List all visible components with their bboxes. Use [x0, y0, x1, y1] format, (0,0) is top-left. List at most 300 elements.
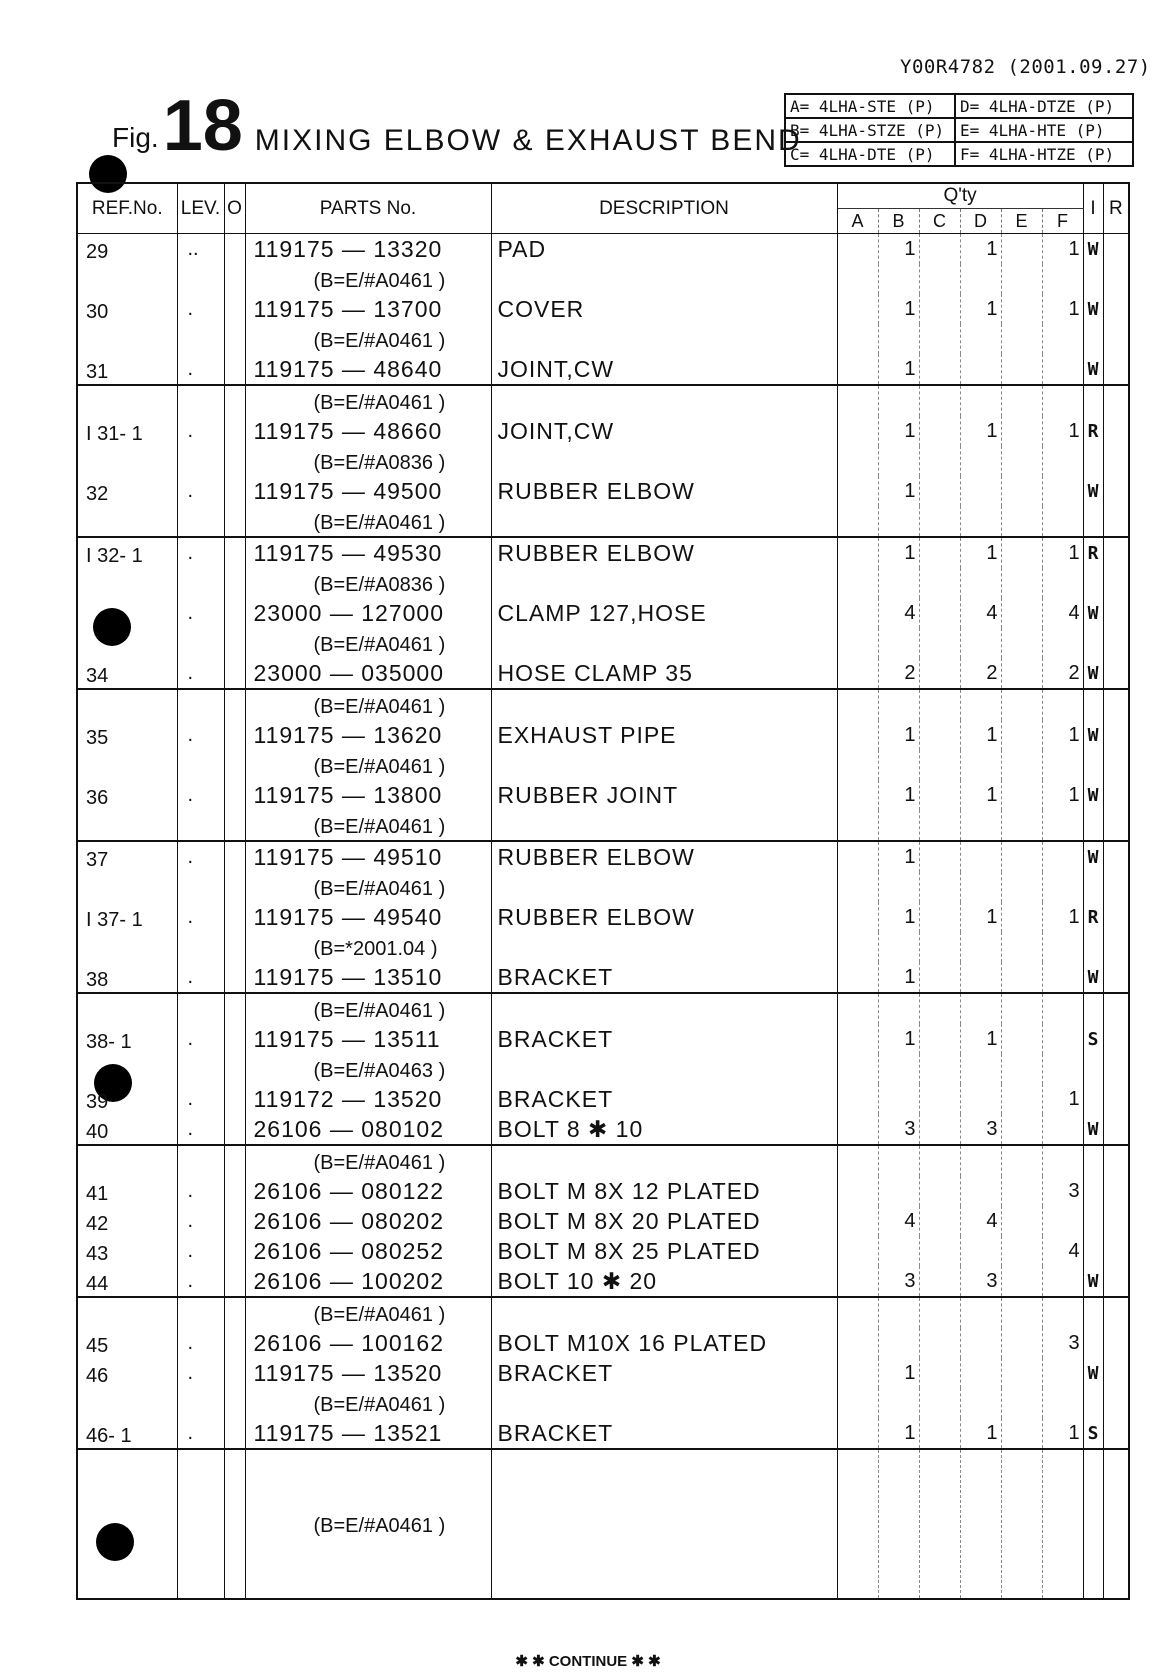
ref-no-cell: 42 — [77, 1206, 177, 1236]
serial-note: (B=*2001.04 ) — [313, 937, 438, 960]
qty-cell — [1001, 689, 1042, 720]
ref-cell — [77, 324, 177, 354]
qty-cell — [960, 993, 1001, 1024]
qty-cell — [919, 506, 960, 537]
note-row — [77, 1449, 1129, 1599]
qty-cell — [1001, 416, 1042, 446]
qty-cell — [919, 841, 960, 872]
level-cell: . — [177, 294, 224, 324]
interchange-cell: W — [1083, 598, 1103, 628]
o-cell — [224, 1266, 245, 1297]
serial-note: (B=E/#A0461 ) — [313, 391, 446, 414]
qty-cell — [837, 1206, 878, 1236]
qty-cell — [1001, 993, 1042, 1024]
qty-cell — [919, 993, 960, 1024]
ref-no-cell: 41 — [77, 1176, 177, 1206]
parts-no-cell — [245, 324, 491, 354]
description-cell — [491, 932, 837, 962]
interchange-cell — [1083, 324, 1103, 354]
qty-cell — [837, 841, 878, 872]
lev-cell — [177, 810, 224, 841]
qty-cell — [878, 1328, 919, 1358]
column-header-qty: Q'ty — [837, 183, 1083, 209]
description-cell — [491, 750, 837, 780]
interchange-cell: S — [1083, 1024, 1103, 1054]
qty-cell — [919, 1145, 960, 1176]
interchange-cell — [1083, 385, 1103, 416]
r-cell — [1103, 537, 1129, 568]
description-cell — [491, 1449, 837, 1599]
part-row — [77, 1206, 1129, 1236]
interchange-cell: W — [1083, 234, 1103, 265]
qty-cell — [1042, 1145, 1083, 1176]
level-cell: . — [177, 1266, 224, 1297]
description-cell: RUBBER ELBOW — [491, 476, 837, 506]
parts-no-cell — [245, 446, 491, 476]
description-cell — [491, 506, 837, 537]
qty-cell — [1001, 1266, 1042, 1297]
ref-cell — [77, 1054, 177, 1084]
ref-no-cell: 46 — [77, 1358, 177, 1388]
lev-cell — [177, 1388, 224, 1418]
qty-cell: 1 — [1042, 416, 1083, 446]
ref-cell — [77, 506, 177, 537]
level-cell: .. — [177, 234, 224, 265]
qty-cell: 1 — [878, 720, 919, 750]
r-cell — [1103, 1114, 1129, 1145]
qty-cell — [1001, 750, 1042, 780]
level-cell: . — [177, 1114, 224, 1145]
qty-cell — [919, 294, 960, 324]
r-cell — [1103, 324, 1129, 354]
note-row — [77, 993, 1129, 1024]
ref-cell — [77, 750, 177, 780]
qty-cell — [919, 1449, 960, 1599]
o-cell — [224, 506, 245, 537]
r-cell — [1103, 932, 1129, 962]
ref-cell — [77, 872, 177, 902]
note-row — [77, 1297, 1129, 1328]
lev-cell — [177, 1054, 224, 1084]
qty-cell — [919, 1176, 960, 1206]
note-row — [77, 689, 1129, 720]
qty-cell: 1 — [878, 902, 919, 932]
qty-cell — [878, 628, 919, 658]
figure-label: Fig. — [112, 122, 159, 153]
qty-cell: 4 — [878, 1206, 919, 1236]
qty-cell — [878, 689, 919, 720]
lev-cell — [177, 446, 224, 476]
description-cell: CLAMP 127,HOSE — [491, 598, 837, 628]
level-cell: . — [177, 962, 224, 993]
level-cell: . — [177, 1206, 224, 1236]
o-cell — [224, 385, 245, 416]
part-row — [77, 294, 1129, 324]
qty-cell — [1042, 872, 1083, 902]
description-cell — [491, 568, 837, 598]
level-cell: . — [177, 598, 224, 628]
qty-cell — [878, 750, 919, 780]
qty-cell — [919, 658, 960, 689]
ref-no-cell: 45 — [77, 1328, 177, 1358]
level-cell: . — [177, 1236, 224, 1266]
qty-cell — [837, 1145, 878, 1176]
qty-cell — [1001, 1388, 1042, 1418]
qty-cell — [837, 720, 878, 750]
qty-cell — [960, 568, 1001, 598]
ref-no-cell: 29 — [77, 234, 177, 265]
description-cell — [491, 324, 837, 354]
qty-cell: 1 — [1042, 780, 1083, 810]
qty-cell: 1 — [878, 1024, 919, 1054]
r-cell — [1103, 689, 1129, 720]
o-cell — [224, 628, 245, 658]
qty-cell — [1042, 932, 1083, 962]
figure-heading — [112, 86, 802, 166]
description-cell: BOLT M 8X 20 PLATED — [491, 1206, 837, 1236]
qty-cell — [960, 1388, 1001, 1418]
o-cell — [224, 1084, 245, 1114]
description-cell — [491, 993, 837, 1024]
qty-cell — [919, 1388, 960, 1418]
qty-cell: 1 — [960, 780, 1001, 810]
lev-cell — [177, 628, 224, 658]
serial-note: (B=E/#A0461 ) — [313, 1303, 446, 1326]
level-cell: . — [177, 780, 224, 810]
qty-cell — [960, 385, 1001, 416]
note-row — [77, 264, 1129, 294]
qty-cell — [919, 1297, 960, 1328]
figure-title: MIXING ELBOW & EXHAUST BEND — [254, 124, 802, 157]
ref-cell — [77, 1449, 177, 1599]
interchange-cell — [1083, 1297, 1103, 1328]
o-cell — [224, 354, 245, 385]
interchange-cell — [1083, 1388, 1103, 1418]
description-cell: BRACKET — [491, 1358, 837, 1388]
r-cell — [1103, 1236, 1129, 1266]
qty-cell: 4 — [878, 598, 919, 628]
qty-cell — [919, 1206, 960, 1236]
qty-cell — [1042, 993, 1083, 1024]
parts-no-cell — [245, 810, 491, 841]
interchange-cell — [1083, 1176, 1103, 1206]
qty-cell — [960, 446, 1001, 476]
interchange-cell: R — [1083, 416, 1103, 446]
model-legend-a: A= 4LHA-STE (P) — [785, 94, 955, 118]
qty-cell — [837, 1358, 878, 1388]
serial-note: (B=E/#A0461 ) — [313, 755, 446, 778]
qty-cell: 1 — [960, 1024, 1001, 1054]
qty-cell — [1001, 385, 1042, 416]
qty-cell — [1001, 1176, 1042, 1206]
o-cell — [224, 1236, 245, 1266]
description-cell — [491, 810, 837, 841]
qty-cell — [878, 1054, 919, 1084]
interchange-cell: W — [1083, 354, 1103, 385]
description-cell: BRACKET — [491, 1024, 837, 1054]
lev-cell — [177, 872, 224, 902]
r-cell — [1103, 902, 1129, 932]
column-header-ref: REF.No. — [77, 183, 177, 234]
parts-no-cell — [245, 993, 491, 1024]
part-row — [77, 537, 1129, 568]
interchange-cell: R — [1083, 537, 1103, 568]
qty-cell — [1042, 841, 1083, 872]
qty-cell — [878, 993, 919, 1024]
serial-note: (B=E/#A0461 ) — [313, 877, 446, 900]
o-cell — [224, 1388, 245, 1418]
qty-cell: 2 — [1042, 658, 1083, 689]
qty-cell — [919, 476, 960, 506]
interchange-cell — [1083, 1084, 1103, 1114]
parts-no-cell: 26106 — 080102 — [245, 1114, 491, 1145]
qty-cell: 3 — [878, 1266, 919, 1297]
qty-cell — [1042, 1114, 1083, 1145]
qty-cell — [837, 1114, 878, 1145]
level-cell: . — [177, 1358, 224, 1388]
qty-cell — [919, 720, 960, 750]
r-cell — [1103, 780, 1129, 810]
lev-cell — [177, 1145, 224, 1176]
qty-cell: 3 — [1042, 1328, 1083, 1358]
parts-no-cell — [245, 1449, 491, 1599]
interchange-cell — [1083, 689, 1103, 720]
ref-cell — [77, 568, 177, 598]
qty-cell — [919, 1114, 960, 1145]
r-cell — [1103, 810, 1129, 841]
qty-cell — [878, 324, 919, 354]
level-cell: . — [177, 537, 224, 568]
part-row — [77, 658, 1129, 689]
qty-cell — [919, 1084, 960, 1114]
lev-cell — [177, 932, 224, 962]
note-row — [77, 628, 1129, 658]
qty-cell — [837, 993, 878, 1024]
qty-cell — [1001, 324, 1042, 354]
parts-no-cell: 119175 — 13510 — [245, 962, 491, 993]
qty-cell — [1042, 810, 1083, 841]
qty-cell — [1001, 1024, 1042, 1054]
description-cell — [491, 1054, 837, 1084]
r-cell — [1103, 872, 1129, 902]
r-cell — [1103, 1328, 1129, 1358]
qty-cell — [1001, 1418, 1042, 1449]
ref-no-cell: 36 — [77, 780, 177, 810]
qty-cell — [1001, 1114, 1042, 1145]
o-cell — [224, 264, 245, 294]
r-cell — [1103, 506, 1129, 537]
serial-note: (B=E/#A0461 ) — [313, 815, 446, 838]
ref-no-cell: 38 — [77, 962, 177, 993]
serial-note: (B=E/#A0461 ) — [313, 633, 446, 656]
qty-cell: 1 — [878, 537, 919, 568]
o-cell — [224, 446, 245, 476]
qty-cell — [1001, 506, 1042, 537]
parts-no-cell: 119175 — 49530 — [245, 537, 491, 568]
ref-cell — [77, 810, 177, 841]
qty-cell — [837, 234, 878, 265]
qty-cell — [1001, 1297, 1042, 1328]
qty-cell — [1001, 568, 1042, 598]
qty-cell — [1042, 750, 1083, 780]
description-cell — [491, 264, 837, 294]
model-legend — [784, 93, 1134, 167]
ref-no-cell: 38- 1 — [77, 1024, 177, 1054]
qty-cell: 1 — [960, 294, 1001, 324]
qty-cell — [919, 932, 960, 962]
o-cell — [224, 720, 245, 750]
qty-cell: 4 — [1042, 598, 1083, 628]
r-cell — [1103, 446, 1129, 476]
part-row — [77, 1328, 1129, 1358]
qty-cell — [1042, 446, 1083, 476]
qty-cell — [837, 537, 878, 568]
ref-no-cell: 31 — [77, 354, 177, 385]
qty-cell — [878, 1297, 919, 1328]
qty-cell: 3 — [1042, 1176, 1083, 1206]
part-row — [77, 476, 1129, 506]
qty-cell — [837, 385, 878, 416]
level-cell: . — [177, 902, 224, 932]
qty-cell — [1001, 628, 1042, 658]
qty-cell — [1042, 506, 1083, 537]
parts-table — [76, 182, 1130, 1600]
qty-cell — [837, 264, 878, 294]
interchange-cell — [1083, 1206, 1103, 1236]
qty-cell — [837, 962, 878, 993]
r-cell — [1103, 1266, 1129, 1297]
parts-no-cell — [245, 1054, 491, 1084]
description-cell — [491, 385, 837, 416]
qty-cell: 1 — [878, 294, 919, 324]
part-row — [77, 598, 1129, 628]
qty-cell — [960, 872, 1001, 902]
qty-cell — [960, 628, 1001, 658]
qty-cell: 3 — [960, 1266, 1001, 1297]
o-cell — [224, 1145, 245, 1176]
qty-cell: 1 — [878, 841, 919, 872]
qty-cell — [837, 1297, 878, 1328]
serial-note: (B=E/#A0463 ) — [313, 1059, 446, 1082]
parts-no-cell: 119175 — 13700 — [245, 294, 491, 324]
ref-cell — [77, 628, 177, 658]
serial-note: (B=E/#A0836 ) — [313, 451, 446, 474]
qty-cell — [919, 902, 960, 932]
interchange-cell: W — [1083, 1358, 1103, 1388]
serial-note: (B=E/#A0461 ) — [313, 511, 446, 534]
level-cell: . — [177, 1328, 224, 1358]
qty-cell — [1001, 720, 1042, 750]
parts-no-cell — [245, 932, 491, 962]
lev-cell — [177, 385, 224, 416]
interchange-cell: W — [1083, 1114, 1103, 1145]
qty-cell: 1 — [878, 1418, 919, 1449]
qty-cell — [919, 568, 960, 598]
qty-cell — [837, 294, 878, 324]
note-row — [77, 810, 1129, 841]
qty-cell — [837, 658, 878, 689]
interchange-cell — [1083, 264, 1103, 294]
qty-cell — [919, 1418, 960, 1449]
qty-cell — [837, 476, 878, 506]
interchange-cell — [1083, 506, 1103, 537]
r-cell — [1103, 598, 1129, 628]
ref-no-cell: 35 — [77, 720, 177, 750]
qty-cell — [837, 1449, 878, 1599]
qty-cell — [837, 568, 878, 598]
o-cell — [224, 993, 245, 1024]
qty-cell — [1042, 1266, 1083, 1297]
o-cell — [224, 841, 245, 872]
ref-cell — [77, 932, 177, 962]
parts-no-cell: 26106 — 100162 — [245, 1328, 491, 1358]
parts-no-cell: 119175 — 13800 — [245, 780, 491, 810]
note-row — [77, 932, 1129, 962]
qty-model-a: A — [837, 209, 878, 234]
qty-cell — [837, 1024, 878, 1054]
ref-no-cell: 43 — [77, 1236, 177, 1266]
qty-cell: 1 — [1042, 537, 1083, 568]
qty-cell — [837, 689, 878, 720]
part-row — [77, 841, 1129, 872]
description-cell — [491, 689, 837, 720]
qty-cell — [837, 1176, 878, 1206]
ref-cell — [77, 689, 177, 720]
qty-cell: 1 — [960, 537, 1001, 568]
qty-cell — [837, 354, 878, 385]
r-cell — [1103, 1418, 1129, 1449]
o-cell — [224, 1114, 245, 1145]
o-cell — [224, 324, 245, 354]
qty-cell — [919, 962, 960, 993]
r-cell — [1103, 750, 1129, 780]
lev-cell — [177, 264, 224, 294]
qty-cell — [1042, 962, 1083, 993]
qty-model-d: D — [960, 209, 1001, 234]
qty-cell — [960, 1328, 1001, 1358]
o-cell — [224, 234, 245, 265]
qty-cell — [878, 1236, 919, 1266]
qty-cell — [919, 446, 960, 476]
qty-cell — [1042, 1054, 1083, 1084]
o-cell — [224, 902, 245, 932]
qty-cell — [919, 324, 960, 354]
interchange-cell — [1083, 1145, 1103, 1176]
qty-cell: 1 — [878, 476, 919, 506]
model-legend-e: E= 4LHA-HTE (P) — [955, 118, 1133, 142]
qty-cell — [1042, 476, 1083, 506]
interchange-cell: W — [1083, 720, 1103, 750]
qty-cell — [1001, 446, 1042, 476]
ref-no-cell: I 31- 1 — [77, 416, 177, 446]
qty-cell — [1042, 324, 1083, 354]
qty-cell — [960, 962, 1001, 993]
part-row — [77, 1236, 1129, 1266]
qty-cell: 1 — [878, 780, 919, 810]
interchange-cell — [1083, 932, 1103, 962]
parts-no-cell: 119175 — 49540 — [245, 902, 491, 932]
qty-cell — [1001, 932, 1042, 962]
part-row — [77, 780, 1129, 810]
parts-no-cell: 119175 — 13521 — [245, 1418, 491, 1449]
qty-cell: 4 — [960, 1206, 1001, 1236]
level-cell: . — [177, 841, 224, 872]
column-header-r: R — [1103, 183, 1129, 234]
ref-no-cell: 40 — [77, 1114, 177, 1145]
r-cell — [1103, 1449, 1129, 1599]
lev-cell — [177, 324, 224, 354]
qty-cell — [837, 324, 878, 354]
